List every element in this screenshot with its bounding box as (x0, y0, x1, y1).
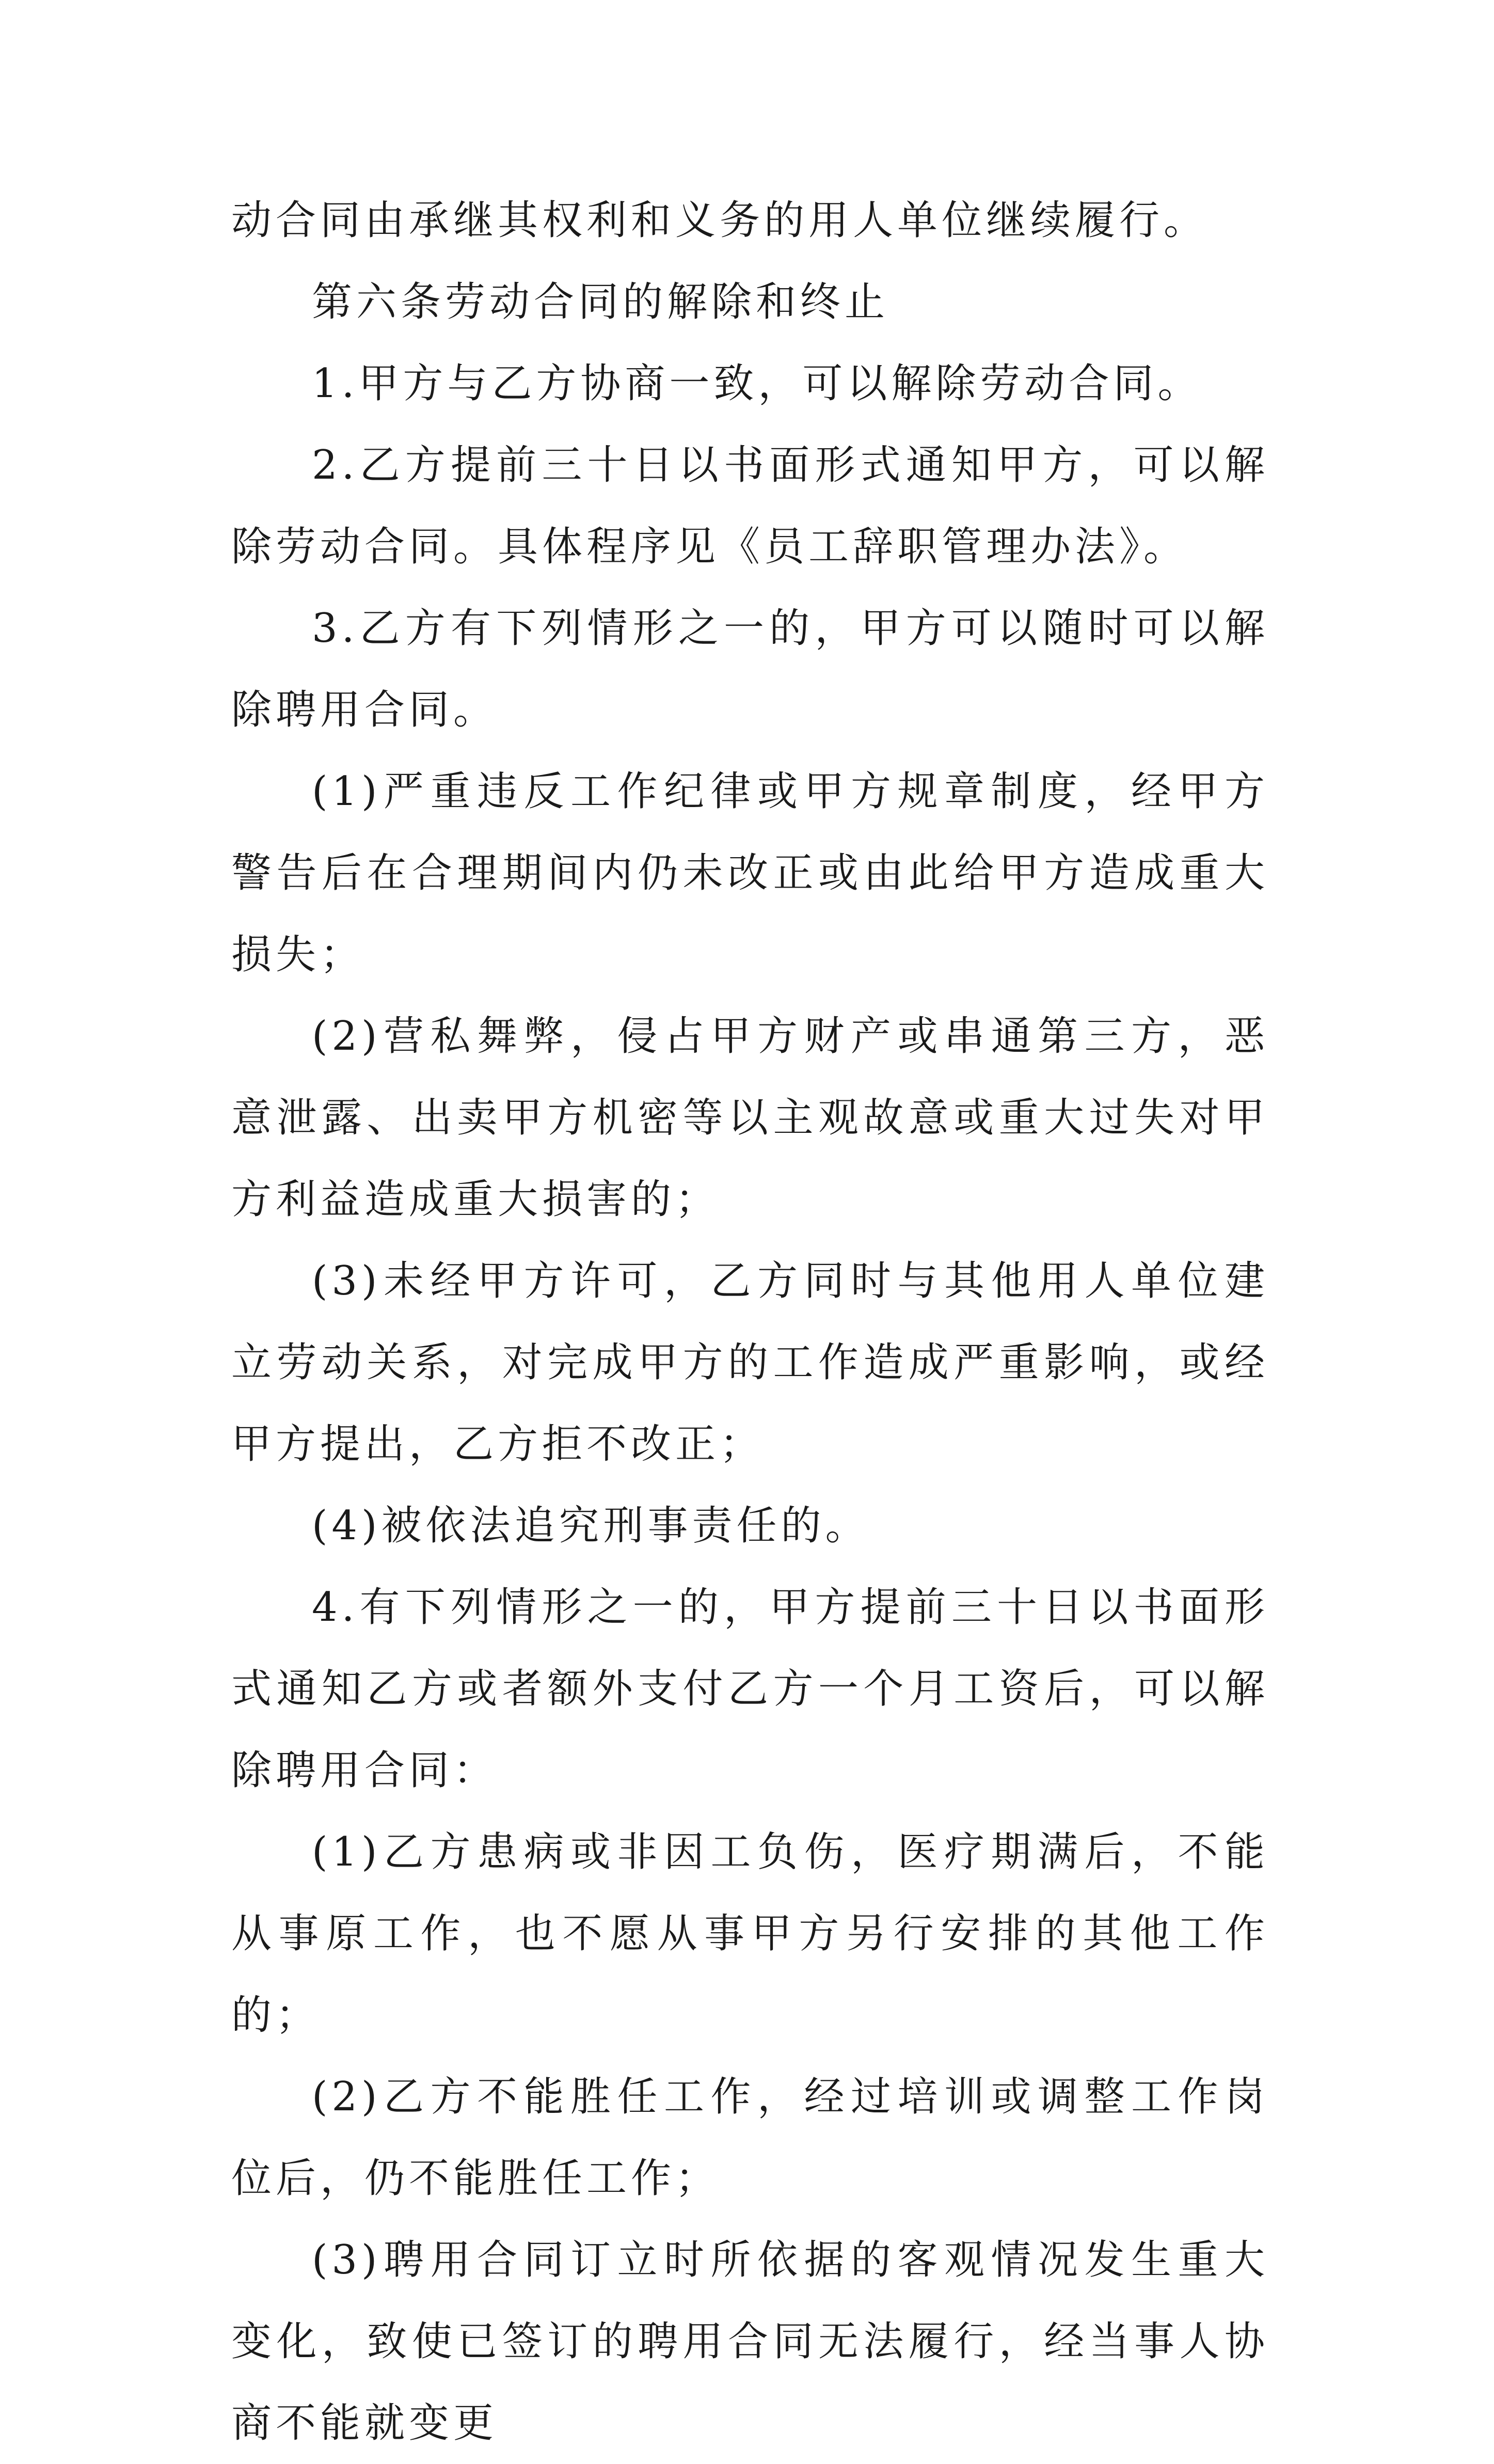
paragraph: 4.有下列情形之一的，甲方提前三十日以书面形式通知乙方或者额外支付乙方一个月工资后，可以解除聘用合同： (231, 1584, 1269, 1794)
paragraph: (3)聘用合同订立时所依据的客观情况发生重大变化，致使已签订的聘用合同无法履行，经当事人协商不能就变更 (231, 2237, 1269, 2446)
paragraph: (3)未经甲方许可，乙方同时与其他用人单位建立劳动关系，对完成甲方的工作造成严重影响，或经甲方提出，乙方拒不改正； (231, 1258, 1269, 1467)
paragraph: 动合同由承继其权利和义务的用人单位继续履行。 (231, 197, 1209, 244)
paragraph: (1)乙方患病或非因工负伤，医疗期满后，不能从事原工作，也不愿从事甲方另行安排的其他工作的； (231, 1829, 1269, 2039)
paragraph: 第六条劳动合同的解除和终止 (312, 279, 889, 325)
paragraph: (1)严重违反工作纪律或甲方规章制度，经甲方警告后在合理期间内仍未改正或由此给甲方造成重大损失； (231, 768, 1269, 978)
paragraph: 3.乙方有下列情形之一的，甲方可以随时可以解除聘用合同。 (231, 605, 1269, 733)
paragraph: (4)被依法追究刑事责任的。 (312, 1503, 870, 1549)
paragraph: 2.乙方提前三十日以书面形式通知甲方，可以解除劳动合同。具体程序见《员工辞职管理办法》。 (231, 442, 1269, 570)
paragraph: 1.甲方与乙方协商一致，可以解除劳动合同。 (312, 360, 1202, 407)
document-body (231, 180, 1269, 2464)
paragraph: (2)营私舞弊，侵占甲方财产或串通第三方，恶意泄露、出卖甲方机密等以主观故意或重大过失对甲方利益造成重大损害的； (231, 1013, 1269, 1223)
paragraph: (2)乙方不能胜任工作，经过培训或调整工作岗位后，仍不能胜任工作； (231, 2074, 1269, 2202)
